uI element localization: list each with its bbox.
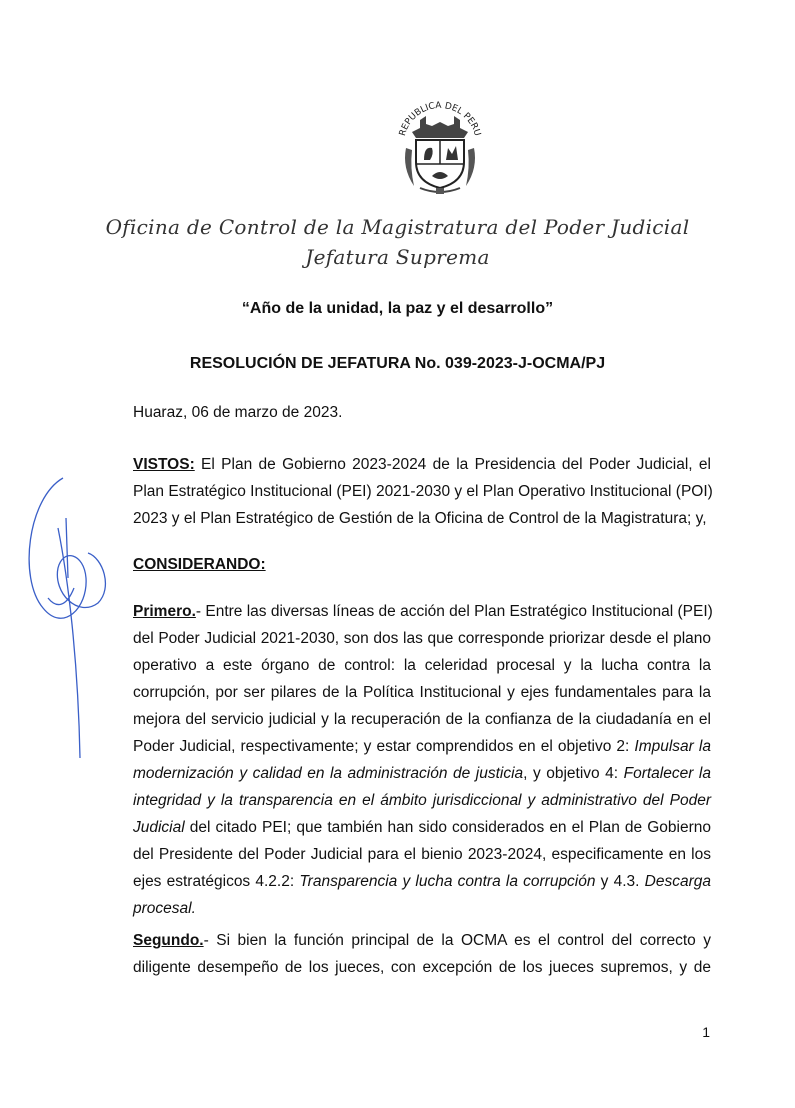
page-number: 1	[702, 1024, 710, 1040]
considerando-heading: CONSIDERANDO:	[133, 556, 266, 573]
date-line: Huaraz, 06 de marzo de 2023.	[133, 404, 343, 421]
handwritten-signature	[8, 458, 118, 798]
office-subtitle: Jefatura Suprema	[305, 245, 490, 269]
primero-paragraph	[133, 598, 711, 922]
primero-line: procesal.	[133, 900, 196, 917]
segundo-label: Segundo.	[133, 932, 204, 949]
segundo-line: Segundo.- Si bien la función principal de la OCMA es el control del correcto y	[133, 932, 711, 949]
primero-line: ejes estratégicos 4.2.2: Transparencia y lucha contra la corrupción y 4.3. Descarga	[133, 873, 711, 890]
primero-line: Primero.- Entre las diversas líneas de acción del Plan Estratégico Institucional (PEI)	[133, 603, 713, 620]
office-name: Oficina de Control de la Magistratura del Poder Judicial	[105, 215, 690, 239]
vistos-label: VISTOS:	[133, 456, 195, 473]
year-motto: “Año de la unidad, la paz y el desarrollo”	[241, 300, 554, 317]
segundo-line: diligente desempeño de los jueces, con excepción de los jueces supremos, y de	[133, 959, 711, 976]
resolution-title: RESOLUCIÓN DE JEFATURA No. 039-2023-J-OCMA/PJ	[189, 355, 606, 372]
primero-line: corrupción, por ser pilares de la Política Institucional y ejes fundamentales para la	[133, 684, 711, 701]
primero-line: Poder Judicial, respectivamente; y estar comprendidos en el objetivo 2: Impulsar la	[133, 738, 711, 755]
vistos-paragraph	[133, 451, 711, 532]
primero-label: Primero.	[133, 603, 196, 620]
primero-line: mejora del servicio judicial y la recuperación de la confianza de la ciudadanía en el	[133, 711, 711, 728]
primero-line: del Poder Judicial 2021-2030, son dos las que corresponde priorizar desde el plano	[133, 630, 711, 647]
vistos-line-1: VISTOS: El Plan de Gobierno 2023-2024 de la Presidencia del Poder Judicial, el	[133, 456, 711, 473]
vistos-line-2: Plan Estratégico Institucional (PEI) 2021-2030 y el Plan Operativo Institucional (POI)	[133, 483, 713, 500]
primero-line: operativo a este órgano de control: la celeridad procesal y la lucha contra la	[133, 657, 711, 674]
primero-line: del Presidente del Poder Judicial para el bienio 2023-2024, especificamente en los	[133, 846, 711, 863]
vistos-line-3: 2023 y el Plan Estratégico de Gestión de la Oficina de Control de la Magistratura; y,	[133, 510, 707, 527]
svg-text:REPUBLICA DEL PERU: REPUBLICA DEL PERU	[397, 100, 483, 138]
primero-line: modernización y calidad en la administración de justicia, y objetivo 4: Fortalecer la	[133, 765, 711, 782]
segundo-paragraph	[133, 927, 711, 981]
primero-line: Judicial del citado PEI; que también han sido considerados en el Plan de Gobierno	[133, 819, 711, 836]
primero-line: integridad y la transparencia en el ámbito jurisdiccional y administrativo del Poder	[133, 792, 711, 809]
coat-of-arms-seal	[390, 98, 490, 196]
